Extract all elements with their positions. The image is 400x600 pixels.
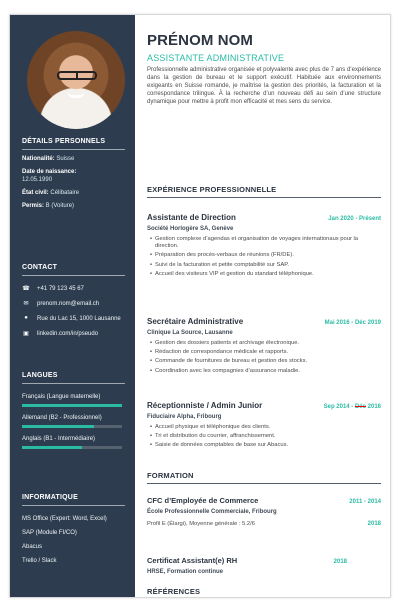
detail-value: 12.05.1990 — [22, 177, 53, 183]
bullet-item — [147, 368, 381, 375]
job-item — [147, 317, 381, 377]
education-title: CFC d’Employée de Commerce — [147, 496, 259, 505]
main-content — [147, 31, 381, 598]
contact-phone-text: +41 79 123 45 67 — [37, 286, 84, 292]
bullet-text: Accueil des visiteurs VIP et gestion du standard téléphonique. — [155, 270, 314, 277]
job-company: Clinique La Source, Lausanne — [147, 330, 233, 336]
job-date-struck: Déc — [354, 404, 366, 410]
language-item — [22, 435, 125, 449]
contact-section — [22, 263, 125, 345]
bullet-item — [147, 262, 381, 269]
detail-birthdate — [22, 168, 125, 184]
education-title: Certificat Assistant(e) RH — [147, 556, 238, 565]
education-school: HRSE, Formation continue — [147, 569, 224, 575]
language-label: Français (Langue maternelle) — [22, 394, 101, 400]
it-skill-item: Abacus — [22, 544, 43, 550]
languages-section — [22, 371, 125, 456]
contact-linkedin — [22, 330, 125, 338]
contact-address — [22, 315, 125, 323]
bullet-icon: • — [149, 358, 153, 365]
location-icon: ● — [24, 315, 28, 321]
job-company: Fiduciaire Alpha, Fribourg — [147, 414, 222, 420]
job-bullets — [147, 236, 381, 278]
experience-title: EXPÉRIENCE PROFESSIONNELLE — [147, 185, 381, 198]
detail-label: Permis: — [22, 203, 45, 209]
language-level-fill — [22, 446, 82, 449]
smile-icon — [67, 91, 85, 98]
job-title: Secrétaire Administrative — [147, 317, 244, 326]
job-title: Assistante de Direction — [147, 213, 236, 222]
language-item — [22, 414, 125, 428]
bullet-item — [147, 424, 381, 431]
job-title: Réceptionniste / Admin Junior — [147, 401, 263, 410]
informatique-section — [22, 493, 125, 571]
education-header — [147, 556, 381, 567]
detail-nationality — [22, 155, 125, 163]
job-header — [147, 317, 381, 328]
contact-linkedin-text: linkedin.com/in/pseudo — [37, 331, 99, 337]
glasses-icon — [57, 71, 97, 80]
bullet-icon: • — [149, 442, 153, 449]
formation-title: FORMATION — [147, 471, 381, 484]
it-skill-item: SAP (Module FI/CO) — [22, 530, 77, 536]
bullet-text: Gestion des dossiers patients et archivage électronique. — [155, 340, 300, 346]
job-header — [147, 401, 381, 412]
candidate-role: ASSISTANTE ADMINISTRATIVE — [147, 53, 285, 63]
contact-email — [22, 300, 125, 308]
references-title: RÉFÉRENCES — [147, 587, 381, 598]
contact-address-text: Rue du Lac 15, 1000 Lausanne — [37, 316, 121, 322]
bullet-text: Tri et distribution du courrier, affranchissement. — [155, 433, 276, 440]
bullet-text: Gestion complexe d’agendas et organisation de voyages internationaux pour la direction. — [155, 236, 359, 250]
languages-title: LANGUES — [22, 371, 125, 384]
personal-details-title: DÉTAILS PERSONNELS — [22, 137, 125, 150]
bullet-text: Accueil physique et téléphonique des clients. — [155, 424, 271, 430]
education-date: 2011 - 2014 — [349, 499, 381, 505]
bullet-icon: • — [149, 349, 153, 356]
job-company: Société Horlogère SA, Genève — [147, 226, 234, 232]
bullet-text: Commande de fournitures de bureau et gestion des stocks. — [155, 358, 308, 365]
bullet-icon: • — [149, 261, 153, 268]
bullet-icon: • — [149, 252, 153, 259]
contact-phone — [22, 285, 125, 293]
bullet-text: Coordination avec les compagnies d’assurance maladie. — [155, 367, 301, 374]
job-item — [147, 213, 381, 280]
bullet-item — [147, 271, 381, 278]
detail-value: Célibataire — [48, 190, 80, 196]
job-date: Jan 2020 - Présent — [328, 216, 381, 222]
bullet-icon: • — [149, 340, 153, 346]
job-date — [324, 403, 381, 412]
education-date: 2018 — [333, 559, 347, 565]
job-date-start: Sep 2014 - — [323, 404, 355, 410]
language-level-fill — [22, 404, 122, 407]
contact-title: CONTACT — [22, 263, 125, 276]
bullet-text: Préparation des procès-verbaux de réunions (FR/DE). — [155, 252, 294, 259]
it-skill-item: MS Office (Expert: Word, Excel) — [22, 516, 107, 522]
bullet-item — [147, 252, 381, 259]
bullet-item — [147, 236, 381, 250]
bullet-text: Saisie de données comptables de base sur Abacus. — [155, 442, 289, 449]
bullet-icon: • — [149, 270, 153, 277]
bullet-item — [147, 442, 381, 449]
job-bullets — [147, 424, 381, 450]
language-label: Anglais (B1 - Intermédiaire) — [22, 436, 96, 442]
detail-civil-status — [22, 189, 125, 197]
detail-value: Suisse — [54, 156, 75, 162]
bullet-icon: • — [149, 433, 153, 440]
bullet-text: Suivi de la facturation et petite comptabilité sur SAP. — [155, 261, 289, 268]
sidebar — [10, 15, 135, 598]
education-item — [147, 556, 381, 576]
language-level-track — [22, 404, 122, 407]
bullet-item — [147, 349, 381, 356]
education-note-date: 2018 — [367, 521, 381, 527]
language-level-track — [22, 425, 122, 428]
bullet-icon: • — [149, 424, 153, 430]
job-bullets — [147, 340, 381, 375]
candidate-name: PRÉNOM NOM — [147, 32, 253, 49]
informatique-title: INFORMATIQUE — [22, 493, 125, 506]
email-icon: ✉ — [23, 301, 29, 307]
job-header — [147, 213, 381, 224]
job-item — [147, 401, 381, 452]
language-label: Allemand (B2 - Professionnel) — [22, 415, 102, 421]
education-school: École Professionnelle Commerciale, Fribourg — [147, 509, 277, 515]
profile-photo — [27, 31, 125, 129]
bullet-item — [147, 358, 381, 365]
personal-details-section — [22, 137, 125, 210]
detail-label: Nationalité: — [22, 156, 55, 162]
linkedin-icon: ▣ — [23, 331, 29, 337]
language-level-fill — [22, 425, 94, 428]
bullet-item — [147, 340, 381, 347]
it-skill-item: Trello / Slack — [22, 558, 57, 564]
language-level-track — [22, 446, 122, 449]
detail-label: Date de naissance: — [22, 169, 77, 175]
detail-label: État civil: — [22, 190, 49, 196]
detail-value: B (Voiture) — [44, 203, 75, 209]
contact-email-text: prenom.nom@email.ch — [37, 301, 100, 307]
detail-permit — [22, 202, 125, 210]
job-date-end: 2016 — [365, 404, 381, 410]
cv-page — [9, 14, 391, 598]
job-date: Mai 2016 - Déc 2019 — [324, 320, 381, 326]
education-note: Profil E (Élargi), Moyenne générale : 5.2/6 — [147, 521, 255, 527]
phone-icon: ☎ — [22, 286, 30, 292]
bullet-icon: • — [149, 367, 153, 374]
bullet-item — [147, 433, 381, 440]
education-note-row — [147, 520, 381, 529]
bullet-icon: • — [149, 236, 153, 242]
language-item — [22, 393, 125, 407]
profile-summary: Professionnelle administrative organisée et polyvalente avec plus de 7 ans d’expérience dans la gestion de bureau et le support exécutif. Habituée aux environnements exigeants en Suisse romande, je maîtrise la gestion des priorités, la facturation et la correspondance trilingue. À la recherche d’un nouveau défi au sein d’une structure dynamique pour mettre à profit mon efficacité et mes sens du service. — [147, 67, 381, 105]
bullet-text: Rédaction de correspondance médicale et rapports. — [155, 349, 289, 356]
education-header — [147, 496, 381, 507]
education-item — [147, 496, 381, 529]
